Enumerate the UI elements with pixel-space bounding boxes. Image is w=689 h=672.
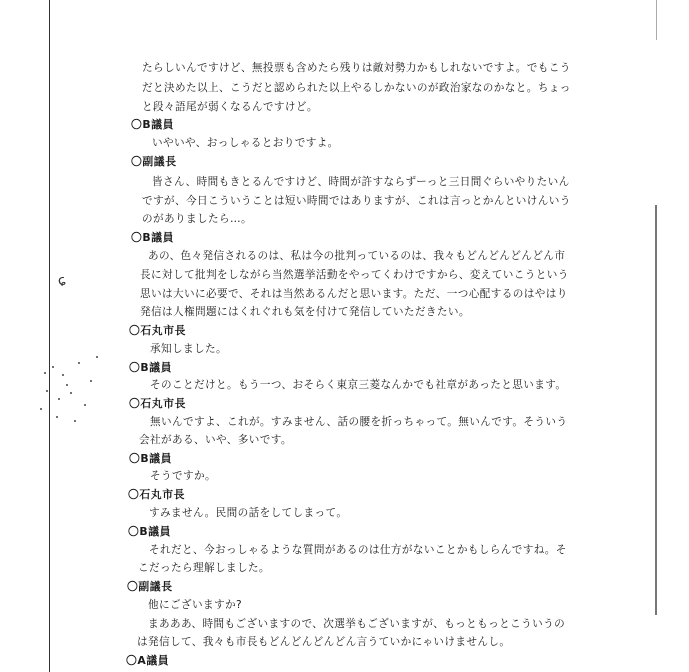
transcript-line: あの、色々発信されるのは、私は今の批判っているのは、我々もどんどんどんどん市	[148, 250, 566, 262]
transcript-line: 思いは大いに必要で、それは当然あるんだと思います。ただ、一つ心配するのはやはり	[140, 288, 568, 300]
scan-speck	[84, 404, 86, 406]
right-edge-rule-top	[656, 0, 657, 40]
transcript-line: たらしいんですけど、無投票も含めたら残りは敵対勢力かもしれないですよ。でもこう	[142, 62, 571, 74]
scan-speck	[66, 384, 68, 386]
transcript-line: いやいや、おっしゃるとおりですよ。	[152, 137, 339, 149]
speaker-label: 〇石丸市長	[128, 488, 185, 501]
speaker-label: 〇石丸市長	[129, 397, 186, 410]
transcript-line: そうですか。	[150, 470, 216, 482]
transcript-line: それだと、今おっしゃるような質問があるのは仕方がないことかもしらんですね。そ	[149, 544, 567, 556]
transcript-line: そのことだけと。もう一つ、おそらく東京三菱なんかでも社章があったと思います。	[150, 379, 567, 391]
transcript-line: は発信して、我々も市長もどんどんどんどん言うていかにゃいけませんし。	[137, 636, 511, 648]
scan-speck	[78, 362, 80, 364]
transcript-line: 無いんですよ、これが。すみません、話の腰を折っちゃって。無いんです。そういう	[150, 416, 568, 428]
speaker-label: 〇石丸市長	[129, 324, 186, 337]
scan-speck	[62, 374, 64, 376]
right-edge-rule	[655, 205, 657, 615]
speaker-label: 〇B議員	[129, 361, 173, 374]
transcript-line: 長に対して批判をしながら当然選挙活動をやってくわけですから、変えていこうという	[140, 269, 569, 281]
transcript-line: まあああ、時間もございますので、次選挙もございますが、もっともっとこういうの	[148, 618, 566, 630]
speaker-label: 〇B議員	[129, 452, 173, 465]
transcript-line: と段々語尾が弱くなるんですけど。	[142, 101, 318, 113]
speaker-label: 〇B議員	[131, 231, 175, 244]
transcript-line: すみません。民間の話をしてしまって。	[149, 507, 348, 519]
transcript-line: のがありましたら…。	[142, 213, 252, 225]
margin-pencil-mark: ɕ	[56, 272, 68, 290]
scan-speck	[74, 420, 76, 422]
transcript-line: こだったら理解しました。	[138, 562, 270, 574]
transcript-line: 皆さん、時間もきとるんですけど、時間が許すならずーっと三日間ぐらいやりたいん	[152, 176, 570, 188]
scan-speck	[56, 416, 58, 418]
transcript-line: 会社がある、いや、多いです。	[139, 434, 292, 446]
scan-speck	[96, 356, 98, 358]
scan-speck	[70, 392, 72, 394]
transcript-line: 承知しました。	[150, 343, 227, 355]
scan-speck	[52, 366, 54, 368]
left-margin-rule	[49, 0, 50, 672]
scan-speck	[46, 390, 48, 392]
scan-speck	[44, 372, 46, 374]
transcript-line: 他にございますか?	[148, 599, 242, 611]
scan-speck	[40, 408, 42, 410]
scan-speck	[90, 380, 92, 382]
transcript-line: だと決めた以上、こうだと認められた以上やるしかないのが政治家なのかなと。ちょっ	[142, 82, 571, 94]
speaker-label: 〇A議員	[126, 654, 170, 667]
speaker-label: 〇B議員	[131, 118, 175, 131]
speaker-label: 〇副議長	[127, 580, 173, 593]
transcript-line: ですが、今日こういうことは短い時間ではありますが、これは言っとかんといけんいう	[142, 195, 571, 207]
scan-speck	[58, 398, 60, 400]
transcript-line: 発信は人権問題にはくれぐれも気を付けて発信していただきたい。	[140, 306, 470, 318]
speaker-label: 〇B議員	[128, 525, 172, 538]
speaker-label: 〇副議長	[131, 155, 177, 168]
